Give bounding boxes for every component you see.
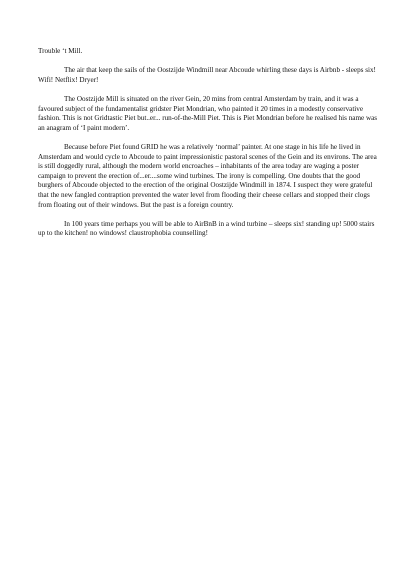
document-title: Trouble ‘t Mill. — [38, 47, 83, 55]
paragraph-airbnb-intro: The air that keep the sails of the Oostzijde Windmill near Abcoude whirling these days is Airbnb - sleeps six! Wifi! Netflix! Dryer! — [38, 66, 376, 84]
paragraph-oostzijde-mill: The Oostzijde Mill is situated on the river Gein, 20 mins from central Amsterdam by train, and it was a favoured subject of the fundamentalist gridster Piet Mondrian, who painted it 20 times in a modestly conservative fashion. This is not Gridtastic Piet but..er... run-of-the-Mill Piet. This is Piet Mondrian before he realised his name was an anagram of ‘I paint modern’. — [38, 94, 378, 132]
paragraph-future-turbine: In 100 years time perhaps you will be able to AirBnB in a wind turbine – sleeps six! standing up! 5000 stairs up to the kitchen! no windows! claustrophobia counselling! — [38, 219, 375, 238]
paragraph-before-grid: Because before Piet found GRID he was a relatively ‘normal’ painter. At one stage in his life he lived in Amsterdam and would cycle to Abcoude to paint impressionistic pastoral scenes of the Gein and its environs. The area is still doggedly rural, although the modern world encroaches – inhabitants of the area today are waging a poster campaign to prevent the erection of...er....some wind turbines. The irony is compelling. One doubts that the good burghers of Abcoude objected to the erection of the original Oostzijde Windmill in 1874. I suspect they were grateful that the new fangled contraption prevented the water level from flooding their cheese cellars and stopped their clogs from floating out of their windows. But the past is a foreign country. — [38, 142, 377, 209]
document-body — [38, 47, 379, 248]
